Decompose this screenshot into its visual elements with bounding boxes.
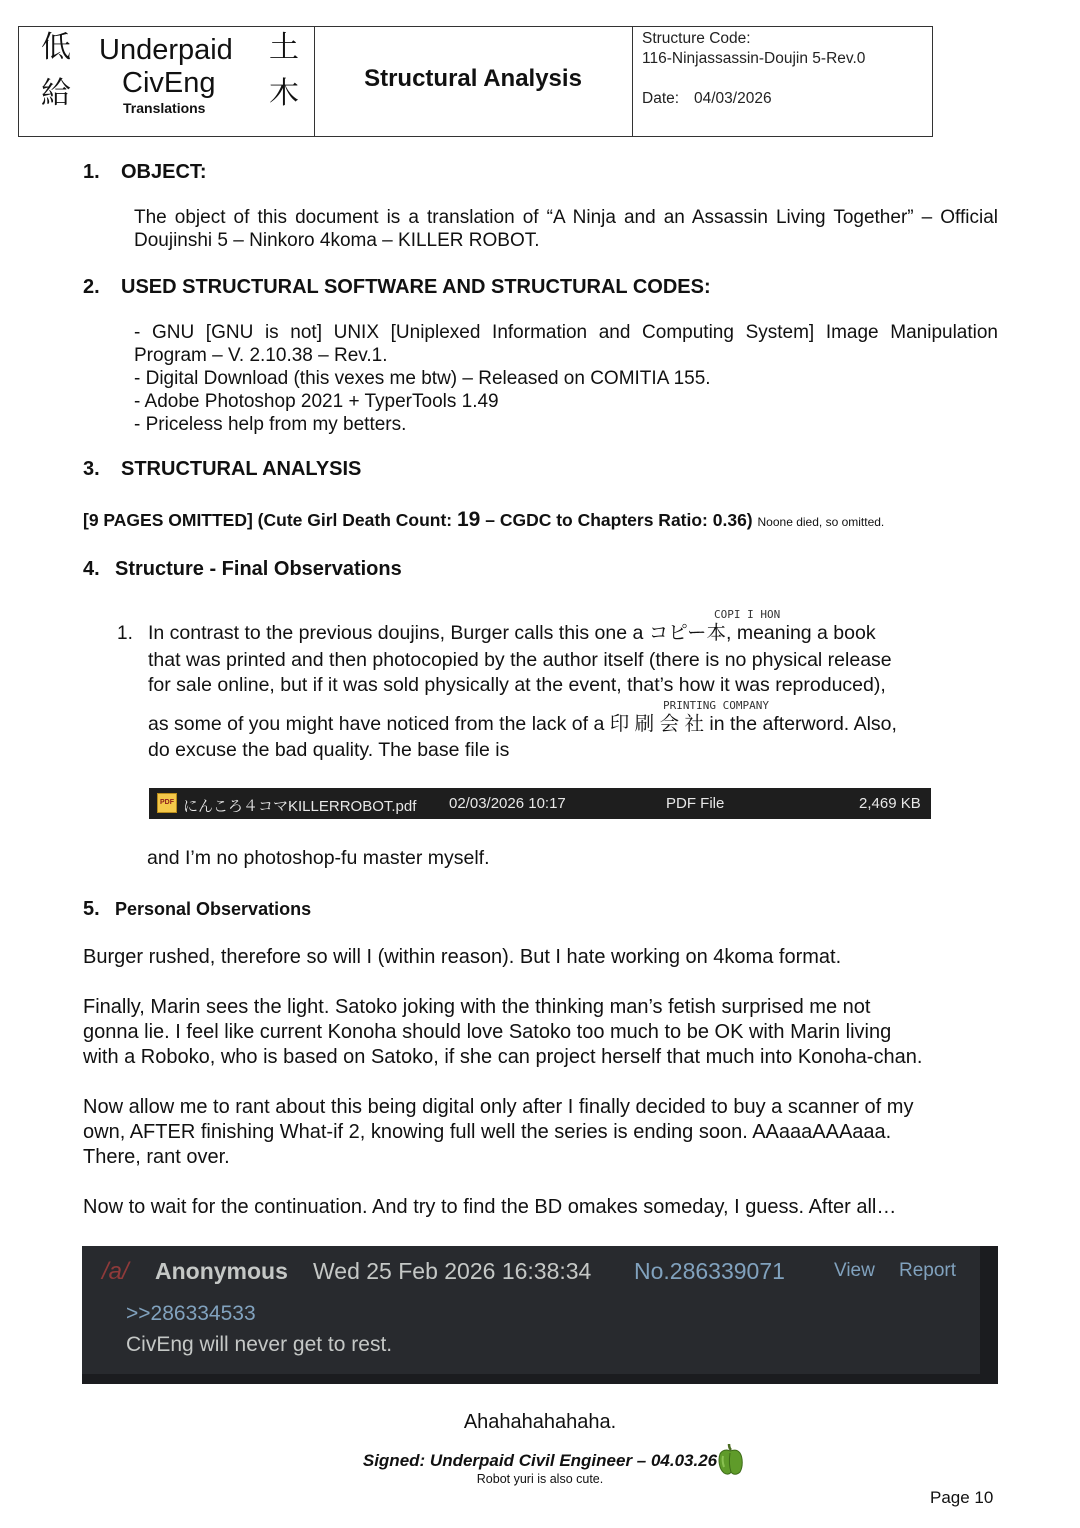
ruby-copihon: COPI I HON [714,608,781,621]
file-size: 2,469 KB [859,795,921,812]
ruby-printing-company: PRINTING COMPANY [663,699,769,712]
post-view-link[interactable]: View [834,1260,875,1281]
kanji-wood: 木 [269,76,299,111]
section-2-line: - Adobe Photoshop 2021 + TyperTools 1.49 [134,391,499,412]
section-1-line: The object of this document is a translation of “A Ninja and an Assassin Living Together” – Official [134,207,998,228]
section-3-title: STRUCTURAL ANALYSIS [121,458,362,480]
section-2-line: Program – V. 2.10.38 – Rev.1. [134,345,388,366]
omitted-pre: [9 PAGES OMITTED] (Cute Girl Death Count: [83,510,453,530]
date-value: 04/03/2026 [694,90,772,107]
logo-underpaid: Underpaid [99,34,233,66]
section-1-title: OBJECT: [121,161,207,183]
signature: Signed: Underpaid Civil Engineer – 04.03.26 [362,1451,718,1470]
section-2-line: - Digital Download (this vexes me btw) – Released on COMITIA 155. [134,368,711,389]
section-4-line: In contrast to the previous doujins, Burger calls this one a コピー本, meaning a book [148,622,876,644]
page-number: Page 10 [930,1488,994,1507]
section-1-line: Doujinshi 5 – Ninkoro 4koma – KILLER ROBOT. [134,230,540,251]
post-text: CivEng will never get to rest. [126,1333,393,1356]
paragraph-line: Now allow me to rant about this being digital only after I finally decided to buy a scanner of my [83,1096,914,1118]
paragraph: Burger rushed, therefore so will I (within reason). But I hate working on 4koma format. [83,946,842,968]
section-4-line: for sale online, but if it was sold physically at the event, that’s how it was reproduced), [148,674,886,696]
structure-code-value: 116-Ninjassassin-Doujin 5-Rev.0 [642,50,866,67]
structure-code-label: Structure Code: [642,30,751,47]
paragraph: Now to wait for the continuation. And try to find the BD omakes someday, I guess. After all… [83,1196,897,1218]
list-item-number: 1. [117,623,133,644]
death-count: 19 [457,508,481,531]
section-4-after: and I’m no photoshop-fu master myself. [147,847,490,869]
logo-civeng: CivEng [122,67,216,99]
file-modified: 02/03/2026 10:17 [449,795,566,812]
section-4-line: that was printed and then photocopied by the author itself (there is no physical release [148,649,892,671]
paragraph-line: Finally, Marin sees the light. Satoko joking with the thinking man’s fetish surprised me not [83,996,871,1018]
section-4-title: Structure - Final Observations [115,558,402,580]
logo-cell [19,27,315,136]
section-2-line: - GNU [GNU is not] UNIX [Uniplexed Information and Computing System] Image Manipulation [134,322,998,343]
post-quote-link[interactable]: >>286334533 [126,1302,256,1325]
title-cell [314,27,633,136]
paragraph-line: with a Roboko, who is based on Satoko, if she can project herself that much into Konoha-chan. [83,1046,923,1068]
section-1-number: 1. [83,161,100,183]
section-2-title: USED STRUCTURAL SOFTWARE AND STRUCTURAL CODES: [121,276,711,298]
omitted-note: Noone died, so omitted. [757,515,885,529]
section-5-title: Personal Observations [115,899,312,919]
signature-subtext: Robot yuri is also cute. [476,1472,604,1486]
omitted-line [83,508,884,532]
kanji-pay: 給 [41,76,71,111]
post-author: Anonymous [155,1258,288,1284]
kanji-low: 低 [41,30,71,65]
section-4-line: do excuse the bad quality. The base file is [148,739,510,761]
file-name: にんころ４コマKILLERROBOT.pdf [183,798,417,815]
green-pepper-icon [715,1442,745,1481]
section-2-number: 2. [83,276,100,298]
page-title: Structural Analysis [364,65,582,92]
paragraph-line: gonna lie. I feel like current Konoha should love Satoko too much to be OK with Marin living [83,1021,892,1043]
document-header [18,26,933,137]
section-5-number: 5. [83,898,100,920]
post-board: /a/ [102,1258,129,1285]
file-explorer-row [149,788,931,819]
section-3-number: 3. [83,458,100,480]
section-2-line: - Priceless help from my betters. [134,414,407,435]
post-datetime: Wed 25 Feb 2026 16:38:34 [313,1258,592,1284]
paragraph-line: own, AFTER finishing What-if 2, knowing full well the series is ending soon. AAaaaAAAaaa. [83,1121,892,1143]
file-type: PDF File [666,795,725,812]
laugh-text: Ahahahahahaha. [463,1411,617,1433]
date-label: Date: [642,90,680,107]
post-body [82,1246,980,1374]
kanji-earth: 土 [269,30,299,65]
omitted-post: – CGDC to Chapters Ratio: 0.36) [485,510,753,530]
paragraph-line: There, rant over. [83,1146,230,1168]
section-4-line: as some of you might have noticed from the lack of a 印 刷 会 社 in the afterword. Also, [148,713,897,735]
post-number: No.286339071 [634,1258,785,1284]
logo-translations: Translations [123,100,206,116]
pdf-icon: PDF [157,793,177,813]
forum-post-screenshot [82,1246,998,1384]
section-4-number: 4. [83,558,100,580]
post-report-link[interactable]: Report [899,1260,957,1281]
